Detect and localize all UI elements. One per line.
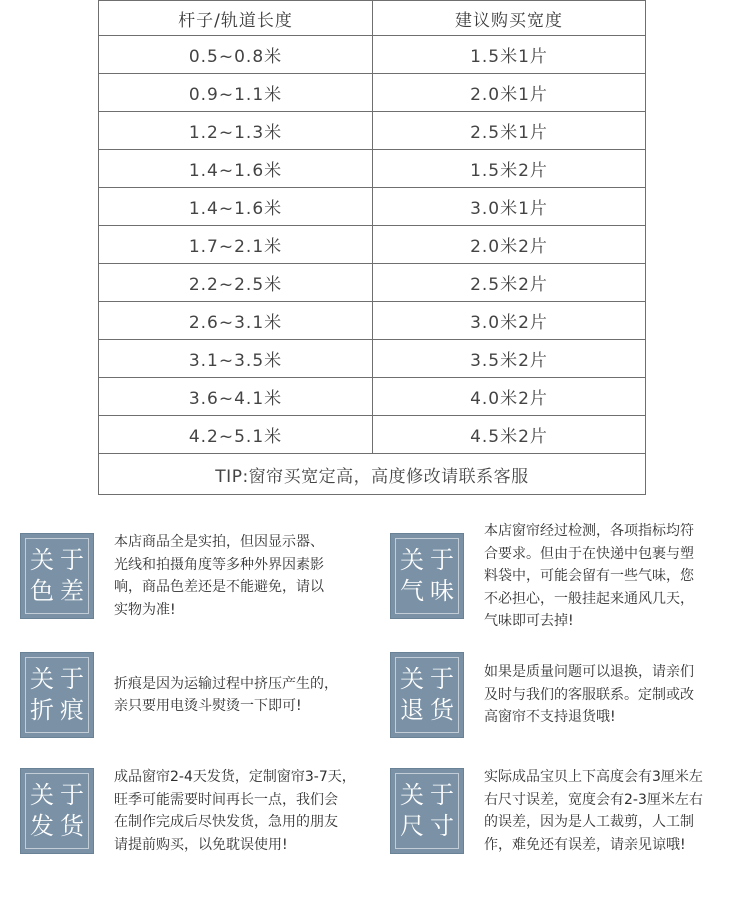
notice-line: 实际成品宝贝上下高度会有3厘米左 bbox=[484, 769, 703, 785]
badge-line: 色差 bbox=[30, 577, 90, 605]
notice-text bbox=[484, 520, 694, 633]
notice-badge bbox=[390, 533, 464, 619]
notice-shipping bbox=[20, 766, 380, 856]
table-header-row bbox=[99, 1, 646, 36]
badge-line: 退货 bbox=[400, 696, 460, 724]
notice-line: 亲只要用电烫斗熨烫一下即可! bbox=[114, 698, 302, 714]
suggested-width-cell: 3.0米2片 bbox=[373, 302, 646, 340]
suggested-width-cell: 2.0米2片 bbox=[373, 226, 646, 264]
badge-line: 关于 bbox=[30, 665, 90, 693]
table-row bbox=[99, 74, 646, 112]
notice-line: 及时与我们的客服联系。定制或改 bbox=[484, 686, 694, 703]
header-suggested-width: 建议购买宽度 bbox=[373, 1, 646, 36]
rod-length-cell: 1.7~2.1米 bbox=[99, 226, 373, 264]
notice-badge bbox=[20, 768, 94, 854]
header-rod-length: 杆子/轨道长度 bbox=[99, 1, 373, 36]
rod-length-cell: 1.4~1.6米 bbox=[99, 150, 373, 188]
badge-line: 关于 bbox=[400, 781, 460, 809]
notice-size bbox=[390, 766, 740, 856]
notice-line: 右尺寸误差，宽度会有2-3厘米左右 bbox=[484, 791, 703, 808]
rod-length-cell: 1.2~1.3米 bbox=[99, 112, 373, 150]
suggested-width-cell: 2.5米2片 bbox=[373, 264, 646, 302]
size-recommendation-table bbox=[98, 0, 646, 495]
suggested-width-cell: 2.5米1片 bbox=[373, 112, 646, 150]
suggested-width-cell: 1.5米2片 bbox=[373, 150, 646, 188]
notice-line: 光线和拍摄角度等多种外界因素影 bbox=[114, 556, 324, 573]
table-tip: TIP:窗帘买宽定高，高度修改请联系客服 bbox=[99, 454, 646, 495]
notice-line: 合要求。但由于在快递中包裹与塑 bbox=[484, 545, 694, 562]
notice-line: 折痕是因为运输过程中挤压产生的， bbox=[114, 675, 338, 692]
table-row bbox=[99, 264, 646, 302]
table-row bbox=[99, 112, 646, 150]
notice-line: 实物为准! bbox=[114, 601, 176, 618]
table-row bbox=[99, 302, 646, 340]
badge-line: 关于 bbox=[400, 665, 460, 693]
badge-line: 折痕 bbox=[30, 696, 90, 724]
table-row bbox=[99, 150, 646, 188]
suggested-width-cell: 3.0米1片 bbox=[373, 188, 646, 226]
notice-line: 本店窗帘经过检测，各项指标均符 bbox=[484, 523, 694, 539]
notice-line: 气味即可去掉! bbox=[484, 613, 574, 629]
table-row bbox=[99, 188, 646, 226]
rod-length-cell: 1.4~1.6米 bbox=[99, 188, 373, 226]
suggested-width-cell: 1.5米1片 bbox=[373, 36, 646, 74]
notice-returns bbox=[390, 652, 740, 738]
badge-line: 关于 bbox=[400, 546, 460, 575]
notice-line: 响，商品色差还是不能避免，请以 bbox=[114, 579, 324, 595]
table-row bbox=[99, 226, 646, 264]
suggested-width-cell: 3.5米2片 bbox=[373, 340, 646, 378]
rod-length-cell: 3.6~4.1米 bbox=[99, 378, 373, 416]
notice-line: 高窗帘不支持退货哦! bbox=[484, 709, 616, 726]
notice-line: 在制作完成后尽快发货，急用的朋友 bbox=[114, 814, 338, 830]
notice-text bbox=[114, 673, 338, 718]
suggested-width-cell: 4.0米2片 bbox=[373, 378, 646, 416]
badge-line: 关于 bbox=[30, 546, 90, 574]
suggested-width-cell: 4.5米2片 bbox=[373, 416, 646, 454]
notice-line: 如果是质量问题可以退换，请亲们 bbox=[484, 664, 694, 681]
rod-length-cell: 0.9~1.1米 bbox=[99, 74, 373, 112]
table-row bbox=[99, 340, 646, 378]
notice-line: 本店商品全是实拍，但因显示器、 bbox=[114, 534, 324, 550]
table-tip-row bbox=[99, 454, 646, 495]
table-row bbox=[99, 378, 646, 416]
badge-line: 发货 bbox=[30, 812, 90, 840]
notice-text bbox=[114, 766, 356, 856]
notice-line: 料袋中，可能会留有一些气味，您 bbox=[484, 568, 694, 584]
notice-line: 成品窗帘2-4天发货，定制窗帘3-7天， bbox=[114, 769, 356, 785]
notice-odor bbox=[390, 520, 740, 633]
notice-line: 请提前购买，以免耽误使用! bbox=[114, 836, 288, 853]
notice-badge bbox=[20, 652, 94, 738]
notice-badge bbox=[390, 652, 464, 738]
rod-length-cell: 2.6~3.1米 bbox=[99, 302, 373, 340]
notice-text bbox=[484, 661, 694, 729]
suggested-width-cell: 2.0米1片 bbox=[373, 74, 646, 112]
notice-color-difference bbox=[20, 531, 370, 621]
notice-creases bbox=[20, 652, 380, 738]
rod-length-cell: 4.2~5.1米 bbox=[99, 416, 373, 454]
badge-line: 气味 bbox=[400, 577, 460, 606]
notice-text bbox=[114, 531, 324, 621]
table-row bbox=[99, 36, 646, 74]
rod-length-cell: 0.5~0.8米 bbox=[99, 36, 373, 74]
notice-line: 旺季可能需要时间再长一点，我们会 bbox=[114, 791, 338, 808]
notice-line: 作，难免还有误差，请亲见谅哦! bbox=[484, 836, 686, 853]
notice-text bbox=[484, 766, 703, 856]
notice-line: 的误差，因为是人工裁剪，人工制 bbox=[484, 814, 694, 830]
table-row bbox=[99, 416, 646, 454]
rod-length-cell: 3.1~3.5米 bbox=[99, 340, 373, 378]
rod-length-cell: 2.2~2.5米 bbox=[99, 264, 373, 302]
notice-line: 不必担心，一般挂起来通风几天， bbox=[484, 590, 694, 607]
notice-badge bbox=[390, 768, 464, 854]
badge-line: 尺寸 bbox=[400, 812, 460, 840]
notice-badge bbox=[20, 533, 94, 619]
badge-line: 关于 bbox=[30, 781, 90, 809]
